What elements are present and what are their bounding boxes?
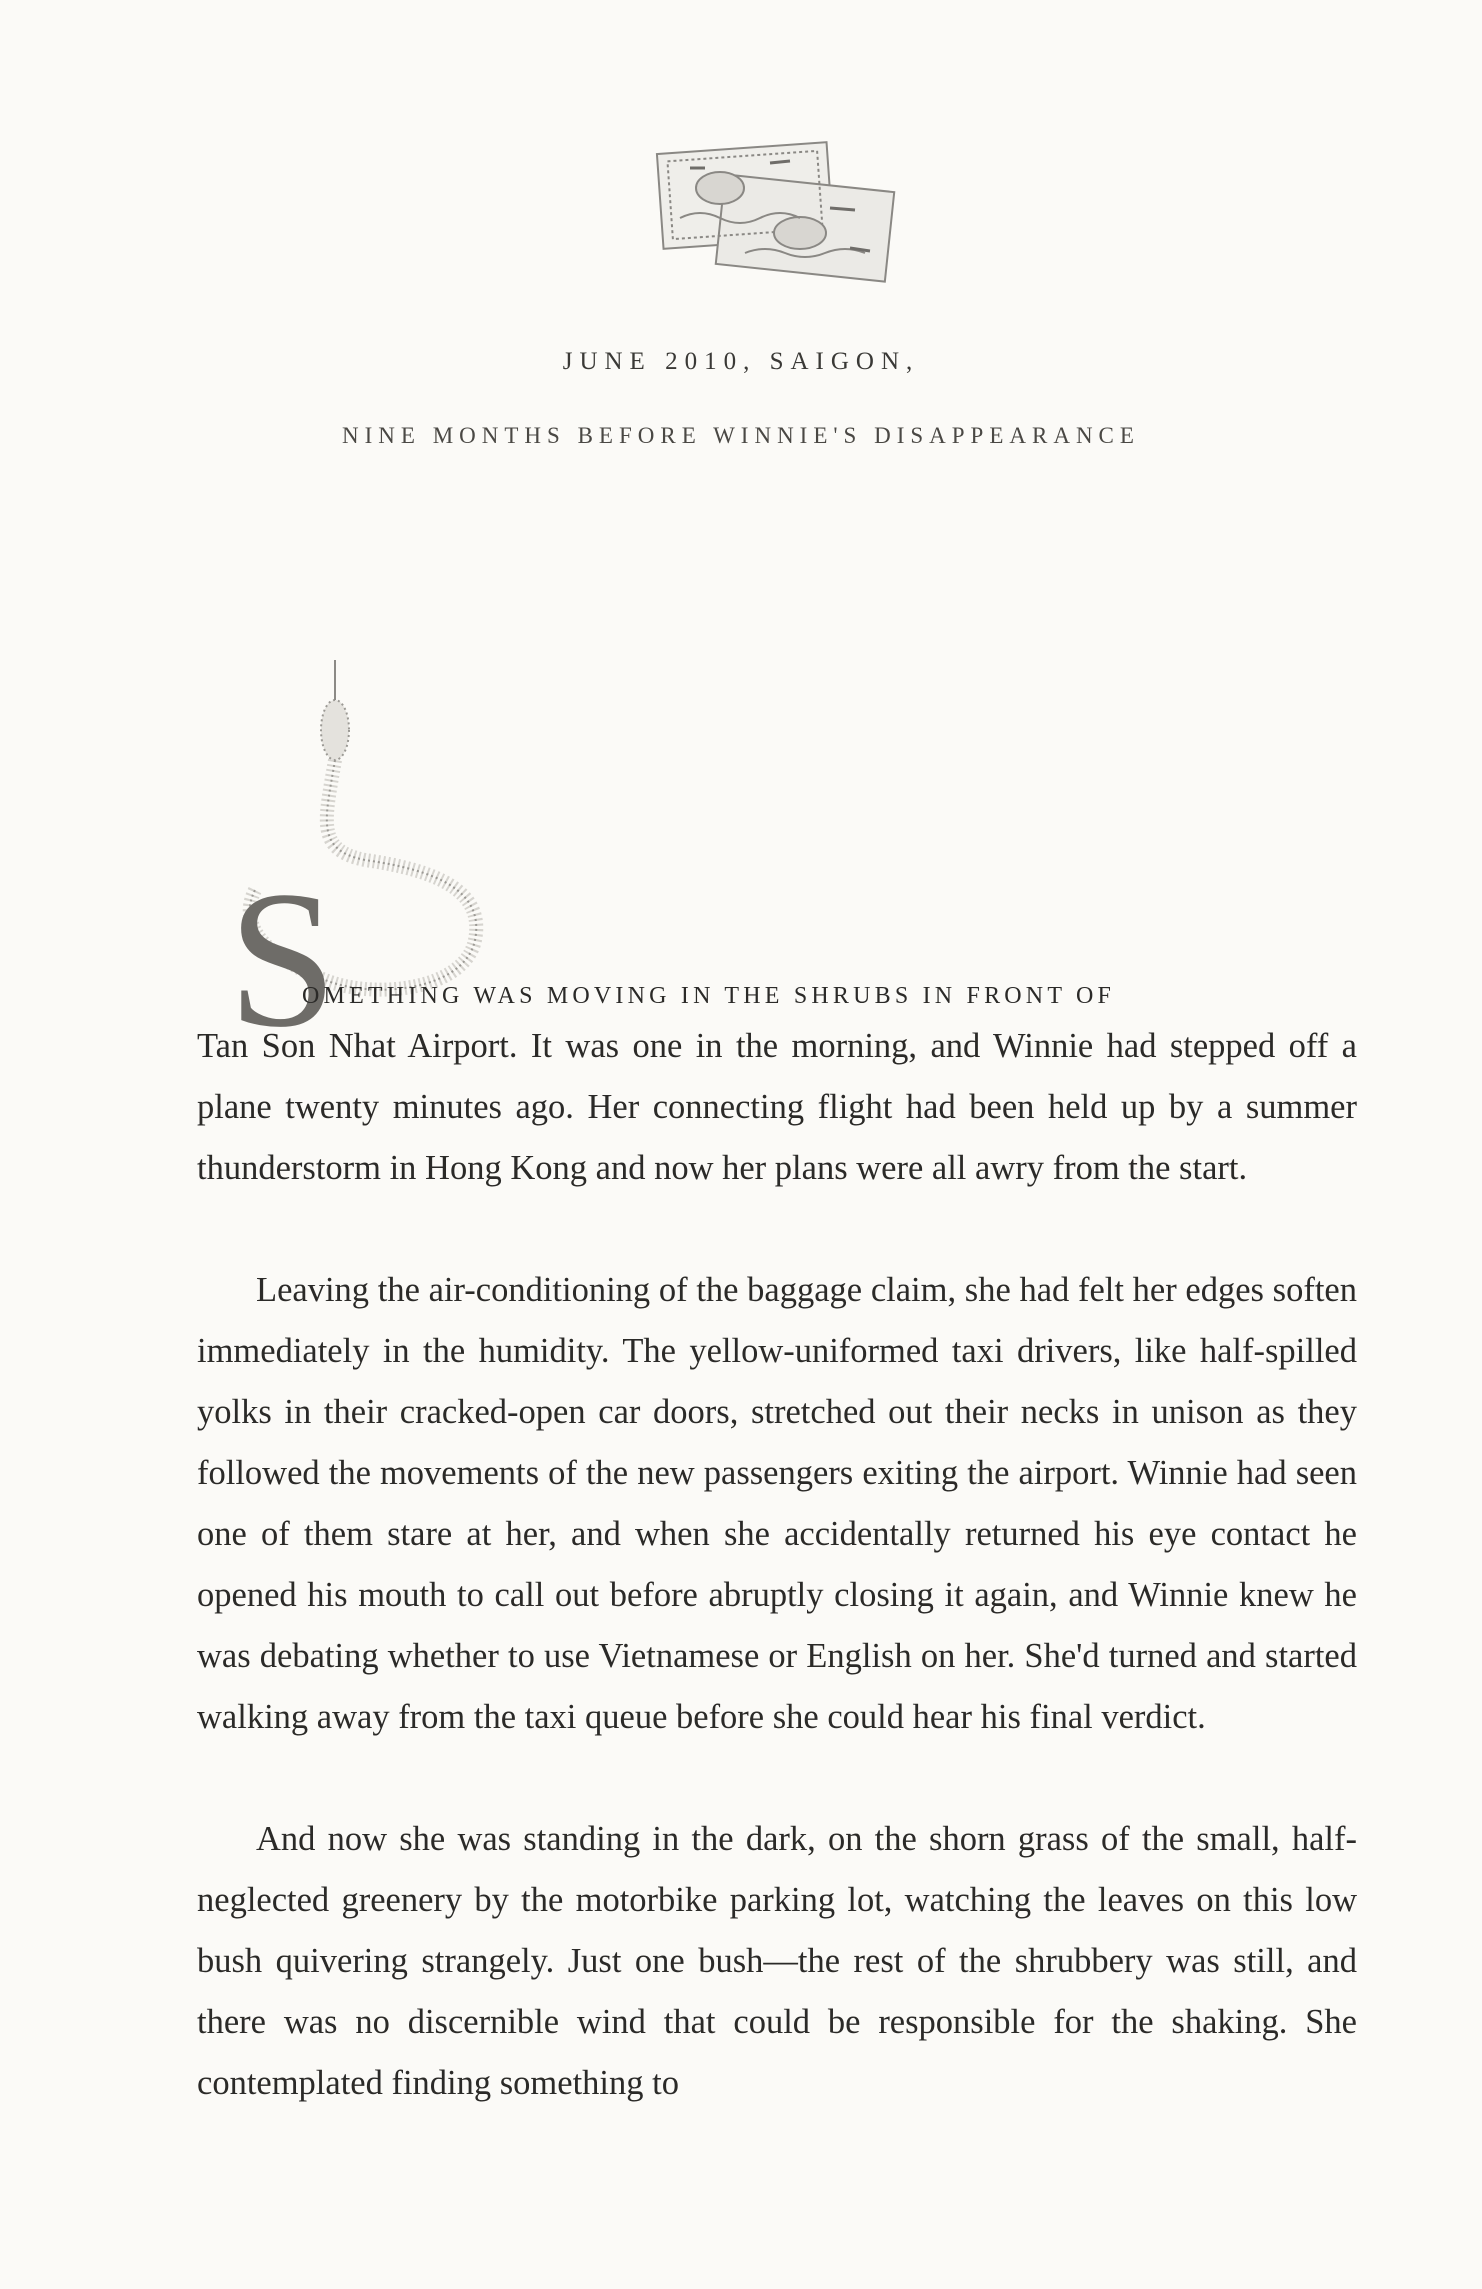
drop-cap: S (228, 851, 338, 1068)
coiled-snake-icon (175, 660, 515, 1030)
chapter-subtitle: NINE MONTHS BEFORE WINNIE'S DISAPPEARANCE (342, 423, 1140, 448)
lead-in-text: OMETHING WAS MOVING IN THE SHRUBS IN FRONT OF (302, 983, 1116, 1009)
banknotes-stamp-icon (650, 128, 910, 288)
chapter-dateline: JUNE 2010, SAIGON, (562, 348, 920, 375)
paragraph-2: Leaving the air-conditioning of the baggage claim, she had felt her edges soften immediately in the humidity. The yellow-uniformed taxi drivers, like half-spilled yolks in their cracked-open car doors, stretched out their necks in unison as they followed the movements of the new passengers exiting the airport. Winnie had seen one of them stare at her, and when she accidentally returned his eye contact he opened his mouth to call out before abruptly closing it again, and Winnie knew he was debating whether to use Vietnamese or English on her. She'd turned and started walking away from the taxi queue before she could hear his final verdict. (197, 1271, 1357, 1736)
paragraph-3: And now she was standing in the dark, on the shorn grass of the small, half-neglected greenery by the motorbike parking lot, watching the leaves on this low bush quivering strangely. Just one bush—the rest of the shrubbery was still, and there was no discernible wind that could be responsible for the shaking. She contemplated finding something to (197, 1820, 1357, 2102)
paragraph-1: Tan Son Nhat Airport. It was one in the morning, and Winnie had stepped off a plane twenty minutes ago. Her connecting flight had been held up by a summer thunderstorm in Hong Kong and now her plans were all awry from the start. (197, 1027, 1357, 1187)
